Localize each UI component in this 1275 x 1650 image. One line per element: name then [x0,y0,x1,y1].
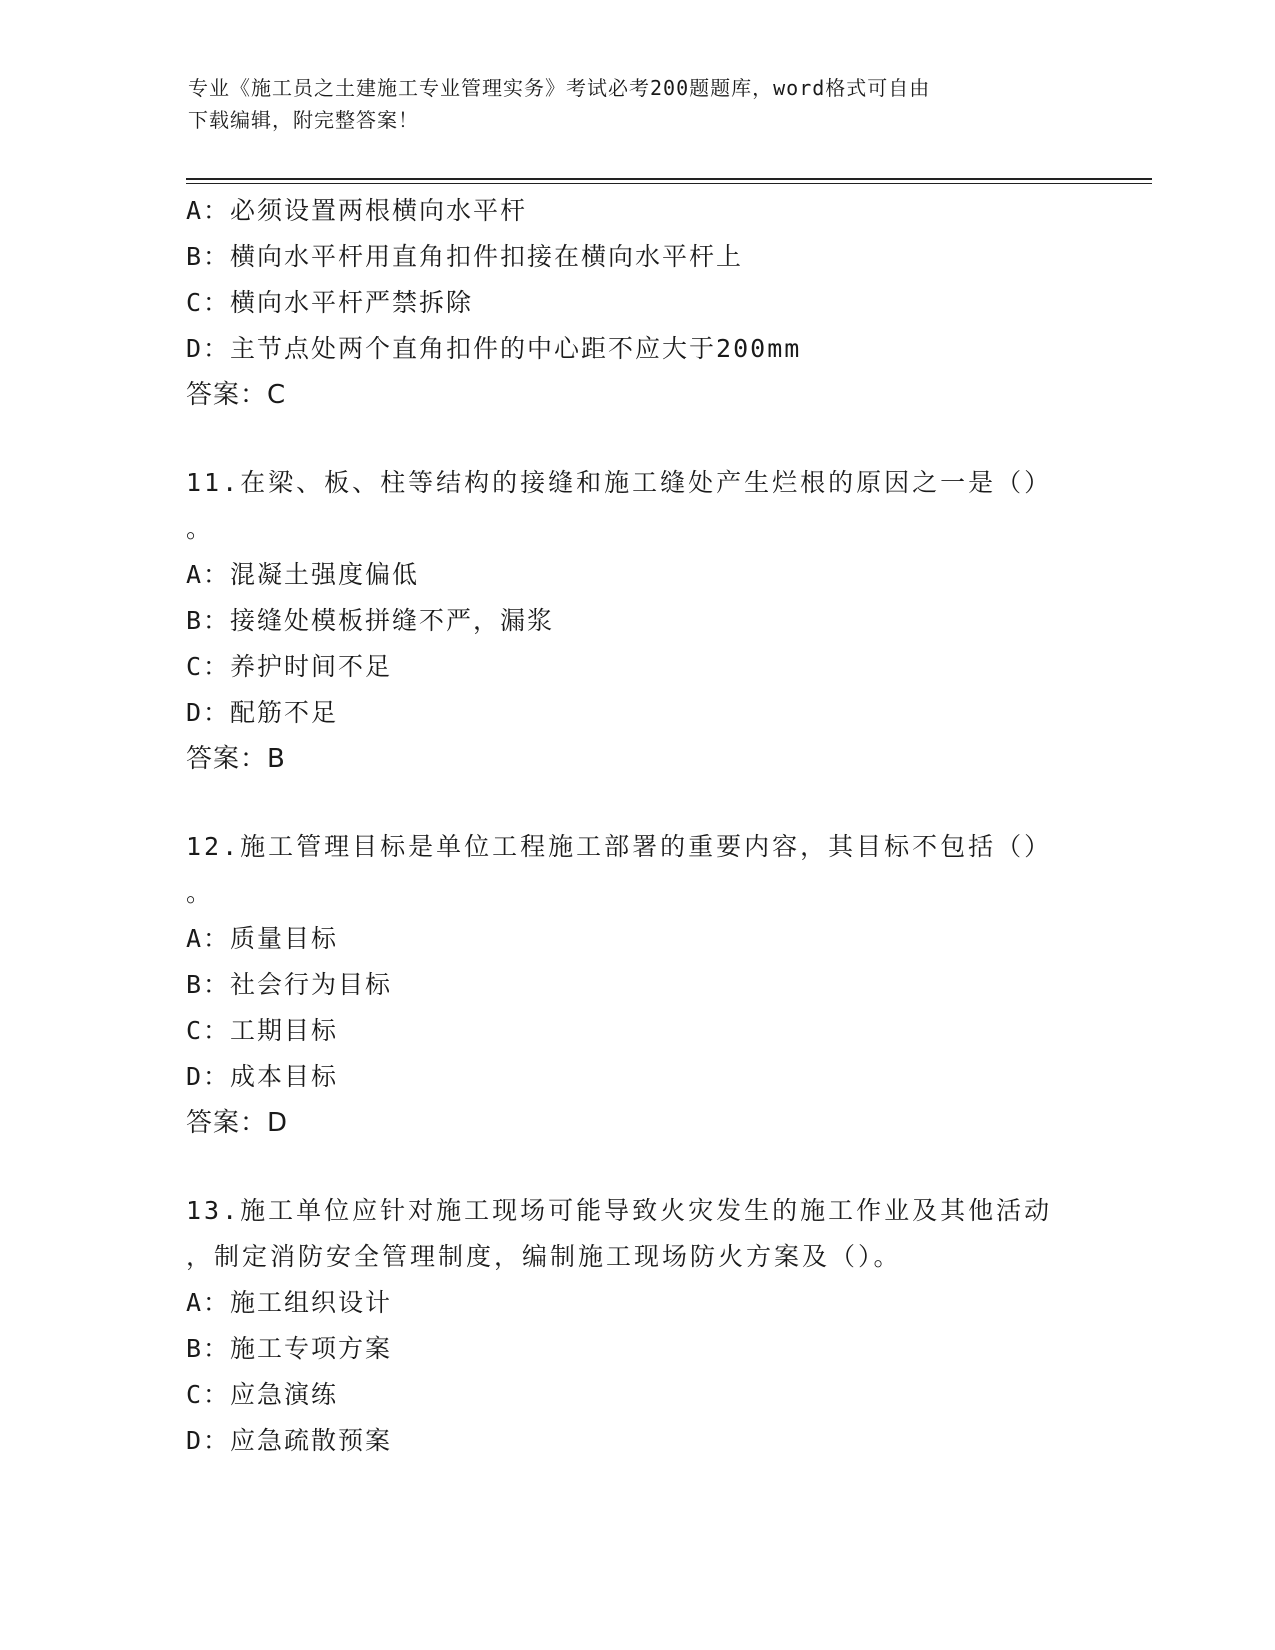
option-a: A：混凝土强度偏低 [186,560,420,589]
option-c: C：应急演练 [186,1380,339,1409]
question-text: 12.施工管理目标是单位工程施工部署的重要内容，其目标不包括（） [186,832,1053,861]
header-line-1: 专业《施工员之土建施工专业管理实务》考试必考200题题库，word格式可自由 [188,76,931,100]
question-11 [186,460,1086,782]
option-b: B：横向水平杆用直角扣件扣接在横向水平杆上 [186,242,744,271]
option-a: A：必须设置两根横向水平杆 [186,196,528,225]
spacer [186,782,1086,824]
answer: 答案：D [186,1108,289,1138]
option-c: C：工期目标 [186,1016,339,1045]
option-d: D：配筋不足 [186,698,339,727]
question-13 [186,1188,1086,1464]
spacer [186,418,1086,460]
option-d: D：成本目标 [186,1062,339,1091]
question-12 [186,824,1086,1146]
question-10 [186,188,1086,418]
header-divider-top [186,178,1152,180]
question-text-continued: ，制定消防安全管理制度，编制施工现场防火方案及（）。 [186,1242,902,1271]
question-text: 11.在梁、板、柱等结构的接缝和施工缝处产生烂根的原因之一是（） [186,468,1053,497]
option-c: C：养护时间不足 [186,652,393,681]
option-b: B：接缝处模板拼缝不严，漏浆 [186,606,555,635]
spacer [186,1146,1086,1188]
question-list [186,188,1086,1464]
option-b: B：社会行为目标 [186,970,393,999]
question-text-continued: 。 [186,878,215,907]
question-text: 13.施工单位应针对施工现场可能导致火灾发生的施工作业及其他活动 [186,1196,1053,1225]
option-b: B：施工专项方案 [186,1334,393,1363]
header-line-2: 下载编辑，附完整答案！ [188,108,419,132]
answer: 答案：B [186,744,286,774]
option-a: A：质量目标 [186,924,339,953]
option-d: D：应急疏散预案 [186,1426,393,1455]
document-header [188,72,1088,136]
answer: 答案：C [186,380,287,410]
option-d: D：主节点处两个直角扣件的中心距不应大于200mm [186,334,802,363]
option-a: A：施工组织设计 [186,1288,393,1317]
header-divider-bottom [186,183,1152,184]
question-text-continued: 。 [186,514,215,543]
option-c: C：横向水平杆严禁拆除 [186,288,474,317]
